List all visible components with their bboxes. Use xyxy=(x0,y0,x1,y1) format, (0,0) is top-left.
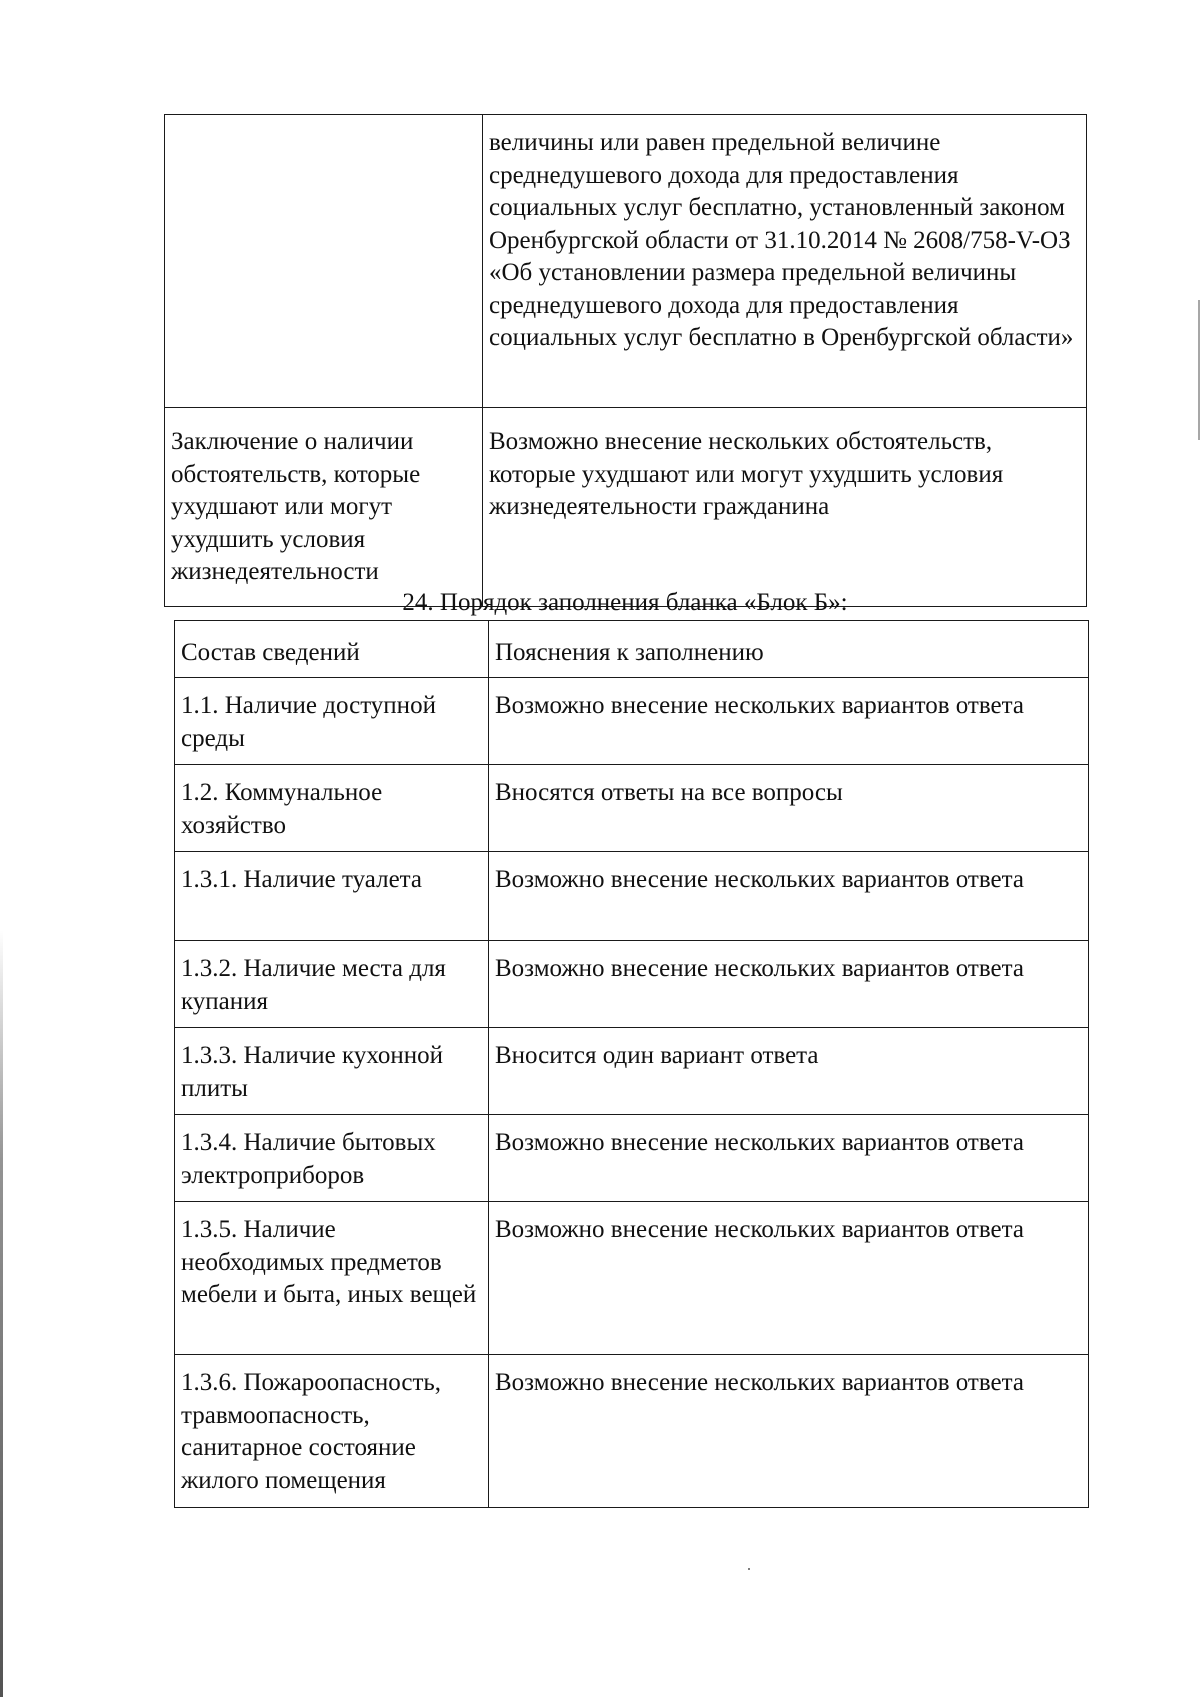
table-cell-text: Возможно внесение нескольких вариантов ответа xyxy=(489,678,1089,765)
table-row xyxy=(165,408,1087,607)
table-cell-text: Вносится один вариант ответа xyxy=(489,1028,1089,1115)
table-cell-text: величины или равен предельной величине среднедушевого дохода для предоставления социальных услуг бесплатно, установленный законом Оренбургской области от 31.10.2014 № 2608/758-V-ОЗ «Об установлении размера предельной величины среднедушевого дохода для предоставления социальных услуг бесплатно в Оренбургской области» xyxy=(483,115,1087,408)
table-cell-text: Возможно внесение нескольких вариантов ответа xyxy=(489,941,1089,1028)
table-cell-label: Заключение о наличии обстоятельств, которые ухудшают или могут ухудшить условия жизнедеятельности xyxy=(165,408,483,607)
column-header-composition: Состав сведений xyxy=(175,621,489,678)
table-row xyxy=(175,1202,1089,1355)
column-header-explanations: Пояснения к заполнению xyxy=(489,621,1089,678)
table-row xyxy=(175,1115,1089,1202)
table-cell-text: Возможно внесение нескольких обстоятельств, которые ухудшают или могут ухудшить условия жизнедеятельности гражданина xyxy=(483,408,1087,607)
table-row xyxy=(175,941,1089,1028)
table-cell-label: 1.3.5. Наличие необходимых предметов мебели и быта, иных вещей xyxy=(175,1202,489,1355)
table-cell-text: Возможно внесение нескольких вариантов ответа xyxy=(489,852,1089,941)
scan-speck xyxy=(748,1568,750,1570)
table-cell-label: 1.3.6. Пожароопасность, травмоопасность, санитарное состояние жилого помещения xyxy=(175,1355,489,1508)
continuation-table xyxy=(164,114,1087,607)
table-row xyxy=(175,678,1089,765)
table-row xyxy=(165,115,1087,408)
table-header-row xyxy=(175,621,1089,678)
table-row xyxy=(175,1028,1089,1115)
table-row xyxy=(175,765,1089,852)
table-cell-label xyxy=(165,115,483,408)
table-row xyxy=(175,1355,1089,1508)
table-row xyxy=(175,852,1089,941)
table-cell-label: 1.3.1. Наличие туалета xyxy=(175,852,489,941)
scan-edge-artifact xyxy=(0,930,3,1697)
table-cell-label: 1.1. Наличие доступной среды xyxy=(175,678,489,765)
table-cell-label: 1.3.3. Наличие кухонной плиты xyxy=(175,1028,489,1115)
table-cell-label: 1.2. Коммунальное хозяйство xyxy=(175,765,489,852)
table-cell-text: Возможно внесение нескольких вариантов ответа xyxy=(489,1115,1089,1202)
table-cell-label: 1.3.2. Наличие места для купания xyxy=(175,941,489,1028)
table-cell-label: 1.3.4. Наличие бытовых электроприборов xyxy=(175,1115,489,1202)
section-heading: 24. Порядок заполнения бланка «Блок Б»: xyxy=(402,589,848,616)
table-cell-text: Возможно внесение нескольких вариантов ответа xyxy=(489,1202,1089,1355)
table-cell-text: Вносятся ответы на все вопросы xyxy=(489,765,1089,852)
table-cell-text: Возможно внесение нескольких вариантов ответа xyxy=(489,1355,1089,1508)
block-b-table xyxy=(174,620,1089,1508)
